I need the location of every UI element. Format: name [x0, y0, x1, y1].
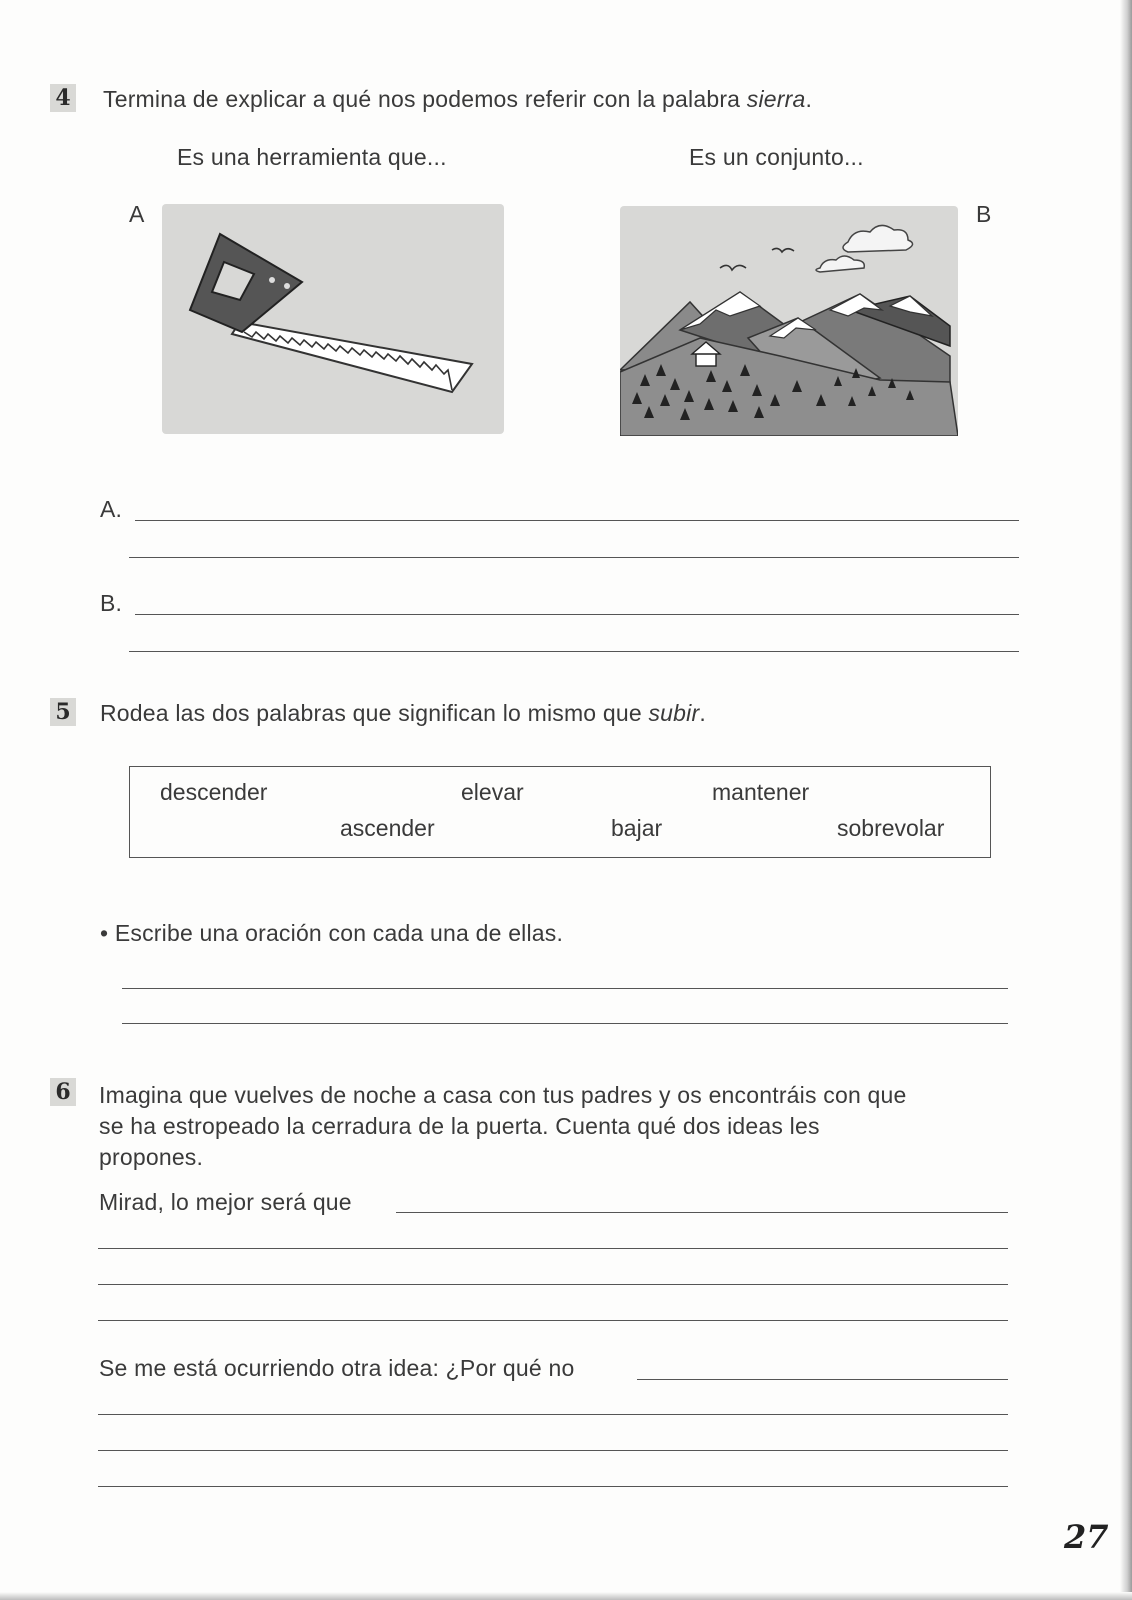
- answer-a-label: A.: [100, 496, 123, 522]
- instruction-end: .: [699, 700, 706, 726]
- saw-icon: [162, 204, 504, 434]
- answer-b-label: B.: [100, 590, 123, 616]
- word-option[interactable]: descender: [160, 779, 268, 805]
- word-option[interactable]: mantener: [712, 779, 810, 805]
- answer-a-line-1[interactable]: [135, 520, 1019, 521]
- word-box: [129, 766, 991, 858]
- prompt-idea-2: Se me está ocurriendo otra idea: ¿Por qué no: [99, 1355, 575, 1381]
- idea-2-line-4[interactable]: [98, 1486, 1008, 1487]
- keyword-sierra: sierra: [746, 86, 806, 112]
- word-option[interactable]: bajar: [611, 815, 663, 841]
- exercise-5-number: 5: [50, 698, 76, 726]
- idea-2-line-2[interactable]: [98, 1414, 1008, 1415]
- mountain-range-illustration: [620, 206, 958, 436]
- bullet-icon: •: [100, 920, 115, 946]
- keyword-subir: subir: [648, 700, 700, 726]
- exercise-6-instruction-line-2: se ha estropeado la cerradura de la puerta. Cuenta qué dos ideas les: [99, 1113, 820, 1139]
- bullet-instruction: [100, 920, 563, 947]
- prompt-idea-1: Mirad, lo mejor será que: [99, 1189, 352, 1215]
- bullet-text: Escribe una oración con cada una de ellas.: [114, 920, 564, 946]
- exercise-4-instruction: [103, 86, 812, 113]
- idea-1-line-3[interactable]: [98, 1284, 1008, 1285]
- answer-a-line-2[interactable]: [129, 557, 1019, 558]
- instruction-text: Rodea las dos palabras que significan lo mismo que: [100, 700, 649, 726]
- word-option[interactable]: ascender: [340, 815, 435, 841]
- idea-2-line-1[interactable]: [637, 1379, 1008, 1380]
- exercise-5-instruction: [100, 700, 706, 727]
- answer-b-line-1[interactable]: [135, 614, 1019, 615]
- word-option[interactable]: elevar: [461, 779, 524, 805]
- sentence-line-2[interactable]: [122, 1023, 1008, 1024]
- idea-2-line-3[interactable]: [98, 1450, 1008, 1451]
- exercise-6-instruction-line-1: Imagina que vuelves de noche a casa con tus padres y os encontráis con que: [99, 1082, 907, 1108]
- saw-illustration: [162, 204, 504, 434]
- sentence-line-1[interactable]: [122, 988, 1008, 989]
- mountains-icon: [620, 206, 958, 436]
- page-number: 27: [1064, 1518, 1109, 1556]
- idea-1-line-1[interactable]: [396, 1212, 1008, 1213]
- exercise-4-number: 4: [50, 84, 76, 112]
- image-label-a: A: [129, 201, 145, 227]
- word-option[interactable]: sobrevolar: [837, 815, 945, 841]
- page-edge-bottom: [0, 1592, 1132, 1600]
- caption-set: Es un conjunto...: [689, 144, 864, 170]
- idea-1-line-2[interactable]: [98, 1248, 1008, 1249]
- idea-1-line-4[interactable]: [98, 1320, 1008, 1321]
- instruction-text: Termina de explicar a qué nos podemos referir con la palabra: [103, 86, 747, 112]
- exercise-6-instruction-line-3: propones.: [99, 1144, 204, 1170]
- page-edge-right: [1120, 0, 1132, 1600]
- instruction-end: .: [805, 86, 813, 112]
- exercise-6-number: 6: [50, 1078, 76, 1106]
- image-label-b: B: [976, 201, 992, 227]
- answer-b-line-2[interactable]: [129, 651, 1019, 652]
- caption-tool: Es una herramienta que...: [177, 144, 447, 170]
